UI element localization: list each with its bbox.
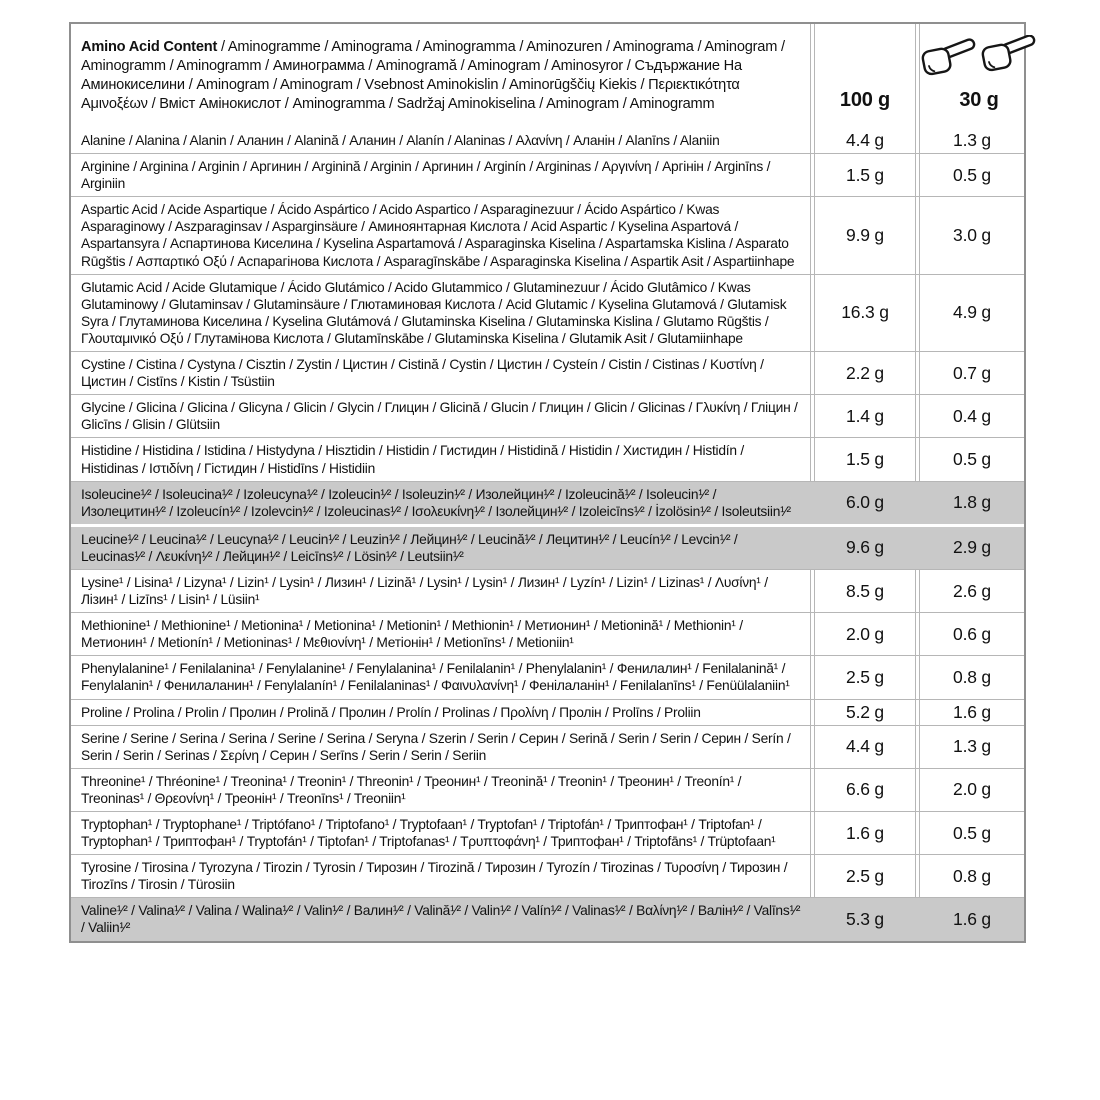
amino-acid-names: Alanine / Alanina / Alanin / Аланин / Alanină / Аланин / Alanín / Alaninas / Αλανίνη / Аланін / Alanīns / Alaniin	[81, 133, 720, 148]
amino-acid-names: Tryptophan¹ / Tryptophane¹ / Triptófano¹ / Triptofano¹ / Tryptofaan¹ / Tryptofan¹ / Triptofán¹ / Триптофан¹ / Triptofan¹ / Tryptophan¹ / Триптофан¹ / Tryptofán¹ / Tiptofan¹ / Triptofanas¹ / Τρυπτοφάνη¹ / Триптофан¹ / Triptofāns¹ / Trüptofaan¹	[81, 817, 776, 850]
amino-acid-name-cell	[71, 352, 811, 394]
amino-acid-names: Lysine¹ / Lisina¹ / Lizyna¹ / Lizin¹ / Lysin¹ / Лизин¹ / Lizină¹ / Lysin¹ / Lysin¹ / Лизин¹ / Lyzín¹ / Lizin¹ / Lizinas¹ / Λυσίνη¹ / Лізин¹ / Lizīns¹ / Lisin¹ / Lüsiin¹	[81, 574, 768, 608]
value-per-100g: 9.6 g	[846, 537, 884, 558]
value-per-30g: 2.0 g	[919, 769, 1024, 811]
table-row	[71, 655, 1024, 698]
amino-acid-names: Proline / Prolina / Prolin / Пролин / Prolină / Пролин / Prolín / Prolinas / Προλίνη / Пролін / Prolīns / Proliin	[81, 704, 701, 720]
value-per-100g: 6.6 g	[814, 769, 916, 811]
value-per-30g: 1.3 g	[919, 726, 1024, 768]
table-row	[71, 481, 1024, 524]
value-per-30g: 1.3 g	[919, 128, 1024, 153]
table-row	[71, 811, 1024, 854]
amino-acid-names: Isoleucine¹⁄² / Isoleucina¹⁄² / Izoleucyna¹⁄² / Izoleucin¹⁄² / Isoleuzin¹⁄² / Изолейцин¹⁄² / Izoleucină¹⁄² / Isoleucin¹⁄² / Изолецитин¹⁄² / Izoleucín¹⁄² / Izolevcin¹⁄² / Izoleucinas¹⁄² / Ισολευκίνη¹⁄² / Ізолейцин¹⁄² / Izoleicīns¹⁄² / İzolösin¹⁄² / Isoleutsiin¹⁄²	[81, 486, 791, 519]
amino-acid-names: Histidine / Histidina / Istidina / Histydyna / Hisztidin / Histidin / Гистидин / Histidină / Histidin / Хистидин / Histidín / Histidinas / Ιστιδίνη / Гістидин / Histidīns / Histidiin	[81, 443, 744, 476]
amino-acid-name-cell	[71, 482, 811, 524]
table-row	[71, 196, 1024, 273]
amino-acid-name-cell	[71, 395, 811, 437]
value-per-30g: 1.6 g	[953, 908, 991, 929]
amino-acid-names: Phenylalanine¹ / Fenilalanina¹ / Fenylalanine¹ / Fenylalanina¹ / Fenilalanin¹ / Phenylalanin¹ / Фенилалин¹ / Fenilalanină¹ / Fenylalanin¹ / Фенилаланин¹ / Fenylalanín¹ / Fenilalaninas¹ / Φαινυλανίνη¹ / Фенілаланін¹ / Fenilalanīns¹ / Fenüülalaniin¹	[81, 661, 790, 694]
amino-acid-names: Leucine¹⁄² / Leucina¹⁄² / Leucyna¹⁄² / Leucin¹⁄² / Leuzin¹⁄² / Лейцин¹⁄² / Leucină¹⁄² / Лецитин¹⁄² / Leucín¹⁄² / Levcin¹⁄² / Leucinas¹⁄² / Λευκίνη¹⁄² / Лейцин¹⁄² / Leicīns¹⁄² / Lösin¹⁄² / Leutsiin¹⁄²	[81, 531, 738, 564]
value-per-30g: 0.6 g	[919, 613, 1024, 655]
table-title-translations: / Aminogramme / Aminograma / Aminogramma / Aminozuren / Aminograma / Aminogram / Aminogramm / Aminogramm / Аминограмма / Aminogramă / Aminogram / Aminosyror / Съдържание На Аминокиселини / Aminogram / Aminogram / Vsebnost Aminokislin / Aminorūgščių Kiekis / Περιεκτικότητα Αμινοξέων / Вміст Амінокислот / Aminogramma / Sadržaj Aminokiselina / Aminogram / Aminogramm	[81, 39, 785, 112]
amino-acid-table	[69, 22, 1026, 943]
amino-acid-name-cell	[71, 438, 811, 480]
value-per-30g: 2.6 g	[919, 570, 1024, 612]
amino-acid-name-cell	[71, 700, 811, 725]
value-per-100g: 1.4 g	[814, 395, 916, 437]
amino-acid-name-cell	[71, 527, 811, 569]
value-per-30g: 0.8 g	[919, 656, 1024, 698]
table-row	[71, 153, 1024, 196]
table-row	[71, 394, 1024, 437]
amino-acid-name-cell	[71, 275, 811, 351]
value-per-100g: 5.3 g	[846, 908, 884, 929]
value-per-100g: 2.2 g	[814, 352, 916, 394]
value-per-100g: 1.6 g	[814, 812, 916, 854]
table-title-bold: Amino Acid Content	[81, 39, 218, 56]
table-row	[71, 612, 1024, 655]
amino-table-body	[71, 128, 1024, 941]
amino-acid-names: Cystine / Cistina / Cystyna / Cisztin / Zystin / Цистин / Cistină / Cystin / Цистин / Cysteín / Cistin / Cistinas / Κυστίνη / Цистин / Cistīns / Kistin / Tsüstiin	[81, 357, 764, 390]
table-title-cell	[71, 24, 811, 128]
value-per-100g: 5.2 g	[814, 700, 916, 725]
amino-acid-names: Aspartic Acid / Acide Aspartique / Ácido Aspártico / Acido Aspartico / Asparaginezuur / Ácido Aspártico / Kwas Asparaginowy / Aszparaginsav / Asparginsäure / Аминоянтарная Кислота / Acid Aspartic / Kyselina Aspartová / Aspartansyra / Аспартинова Киселина / Kyselina Aspartamová / Asparaginska Kiselina / Aspartamska Kislina / Asparato Rūgštis / Ασπαρτικό Οξύ / Аспарагінова Кислота / Asparagīnskābe / Asparaginska Kiselina / Aspartik Asit / Aspartiinhape	[81, 202, 795, 269]
amino-acid-name-cell	[71, 855, 811, 897]
amino-acid-name-cell	[71, 197, 811, 273]
value-per-100g: 2.0 g	[814, 613, 916, 655]
scoop-icon	[920, 35, 1038, 79]
table-row	[71, 699, 1024, 725]
value-per-100g: 2.5 g	[814, 656, 916, 698]
table-row	[71, 437, 1024, 480]
table-row	[71, 351, 1024, 394]
amino-acid-name-cell	[71, 726, 811, 768]
value-per-30g: 0.5 g	[919, 812, 1024, 854]
table-row	[71, 725, 1024, 768]
amino-acid-name-cell	[71, 812, 811, 854]
value-per-30g: 0.5 g	[919, 154, 1024, 196]
value-per-100g: 6.0 g	[846, 492, 884, 513]
table-row	[71, 524, 1024, 569]
amino-acid-names: Threonine¹ / Thréonine¹ / Treonina¹ / Treonin¹ / Threonin¹ / Треонин¹ / Treonină¹ / Treonin¹ / Треонин¹ / Treonín¹ / Treoninas¹ / Θρεονίνη¹ / Треонін¹ / Treonīns¹ / Treoniin¹	[81, 773, 742, 806]
amino-acid-names: Methionine¹ / Methionine¹ / Metionina¹ / Metionina¹ / Metionin¹ / Methionin¹ / Метионин¹ / Metionină¹ / Methionin¹ / Метионин¹ / Metionín¹ / Metioninas¹ / Μεθιονίνη¹ / Метіонін¹ / Metionīns¹ / Metioniin¹	[81, 618, 743, 651]
value-per-100g: 2.5 g	[814, 855, 916, 897]
value-per-30g: 0.5 g	[919, 438, 1024, 480]
value-per-100g: 16.3 g	[814, 275, 916, 351]
table-header-row	[71, 24, 1024, 128]
value-per-100g: 4.4 g	[814, 128, 916, 153]
column-header-30g-label: 30 g	[959, 89, 999, 111]
value-per-100g: 1.5 g	[814, 438, 916, 480]
value-per-30g: 1.8 g	[953, 492, 991, 513]
amino-acid-names: Tyrosine / Tirosina / Tyrozyna / Tirozin / Tyrosin / Тирозин / Tirozină / Тирозин / Tyrozín / Tirozinas / Τυροσίνη / Тирозин / Tirozīns / Tirosin / Türosiin	[81, 860, 788, 893]
value-per-30g: 4.9 g	[919, 275, 1024, 351]
table-row	[71, 897, 1024, 940]
value-per-100g: 1.5 g	[814, 154, 916, 196]
value-per-30g: 1.6 g	[919, 700, 1024, 725]
amino-acid-name-cell	[71, 769, 811, 811]
amino-acid-name-cell	[71, 128, 811, 153]
column-header-100g-label: 100 g	[839, 89, 891, 111]
amino-acid-name-cell	[71, 570, 811, 612]
amino-acid-name-cell	[71, 656, 811, 698]
value-per-30g: 0.4 g	[919, 395, 1024, 437]
amino-acid-names: Glutamic Acid / Acide Glutamique / Ácido Glutámico / Acido Glutammico / Glutaminezuur / Ácido Glutâmico / Kwas Glutaminowy / Glutaminsav / Glutaminsäure / Глютаминовая Кислота / Acid Glutamic / Kyselina Glutamová / Glutamisk Syra / Глутаминова Киселина / Kyselina Glutámová / Glutaminska Kiselina / Glutaminska Kislina / Glutamo Rūgštis / Γλουταμινικό Οξύ / Глутамінова Кислота / Glutamīnskābe / Glutaminska Kiselina / Glutamik Asit / Glutamiinhape	[81, 279, 787, 346]
amino-acid-names: Arginine / Arginina / Arginin / Аргинин / Arginină / Arginin / Аргинин / Arginín / Argininas / Αργινίνη / Аргінін / Arginīns / Arginiin	[81, 159, 771, 192]
table-row	[71, 854, 1024, 897]
value-per-30g: 0.7 g	[919, 352, 1024, 394]
table-row	[71, 128, 1024, 153]
value-per-30g: 0.8 g	[919, 855, 1024, 897]
amino-acid-names: Valine¹⁄² / Valina¹⁄² / Valina / Walina¹⁄² / Valin¹⁄² / Валин¹⁄² / Valină¹⁄² / Valin¹⁄² / Valín¹⁄² / Valinas¹⁄² / Βαλίνη¹⁄² / Валін¹⁄² / Valīns¹⁄² / Valiin¹⁄²	[81, 903, 801, 936]
amino-acid-name-cell	[71, 898, 811, 940]
table-row	[71, 569, 1024, 612]
value-per-30g: 2.9 g	[953, 537, 991, 558]
amino-acid-names: Serine / Serine / Serina / Serina / Serine / Serina / Seryna / Szerin / Serin / Серин / Serină / Serin / Serin / Серин / Serín / Serin / Serin / Serinas / Σερίνη / Серин / Serīns / Serin / Serin / Seriin	[81, 730, 791, 763]
table-title	[81, 38, 800, 114]
amino-acid-name-cell	[71, 613, 811, 655]
value-per-100g: 9.9 g	[814, 197, 916, 273]
table-row	[71, 768, 1024, 811]
amino-acid-name-cell	[71, 154, 811, 196]
value-per-30g: 3.0 g	[919, 197, 1024, 273]
value-per-100g: 4.4 g	[814, 726, 916, 768]
value-per-100g: 8.5 g	[814, 570, 916, 612]
amino-acid-names: Glycine / Glicina / Glicina / Glicyna / Glicin / Glycin / Глицин / Glicină / Glucin / Глицин / Glicin / Glicinas / Γλυκίνη / Гліцин / Glicīns / Glisin / Glütsiin	[81, 400, 798, 433]
column-header-30g	[919, 24, 1038, 128]
table-row	[71, 274, 1024, 351]
column-header-100g	[814, 24, 916, 128]
